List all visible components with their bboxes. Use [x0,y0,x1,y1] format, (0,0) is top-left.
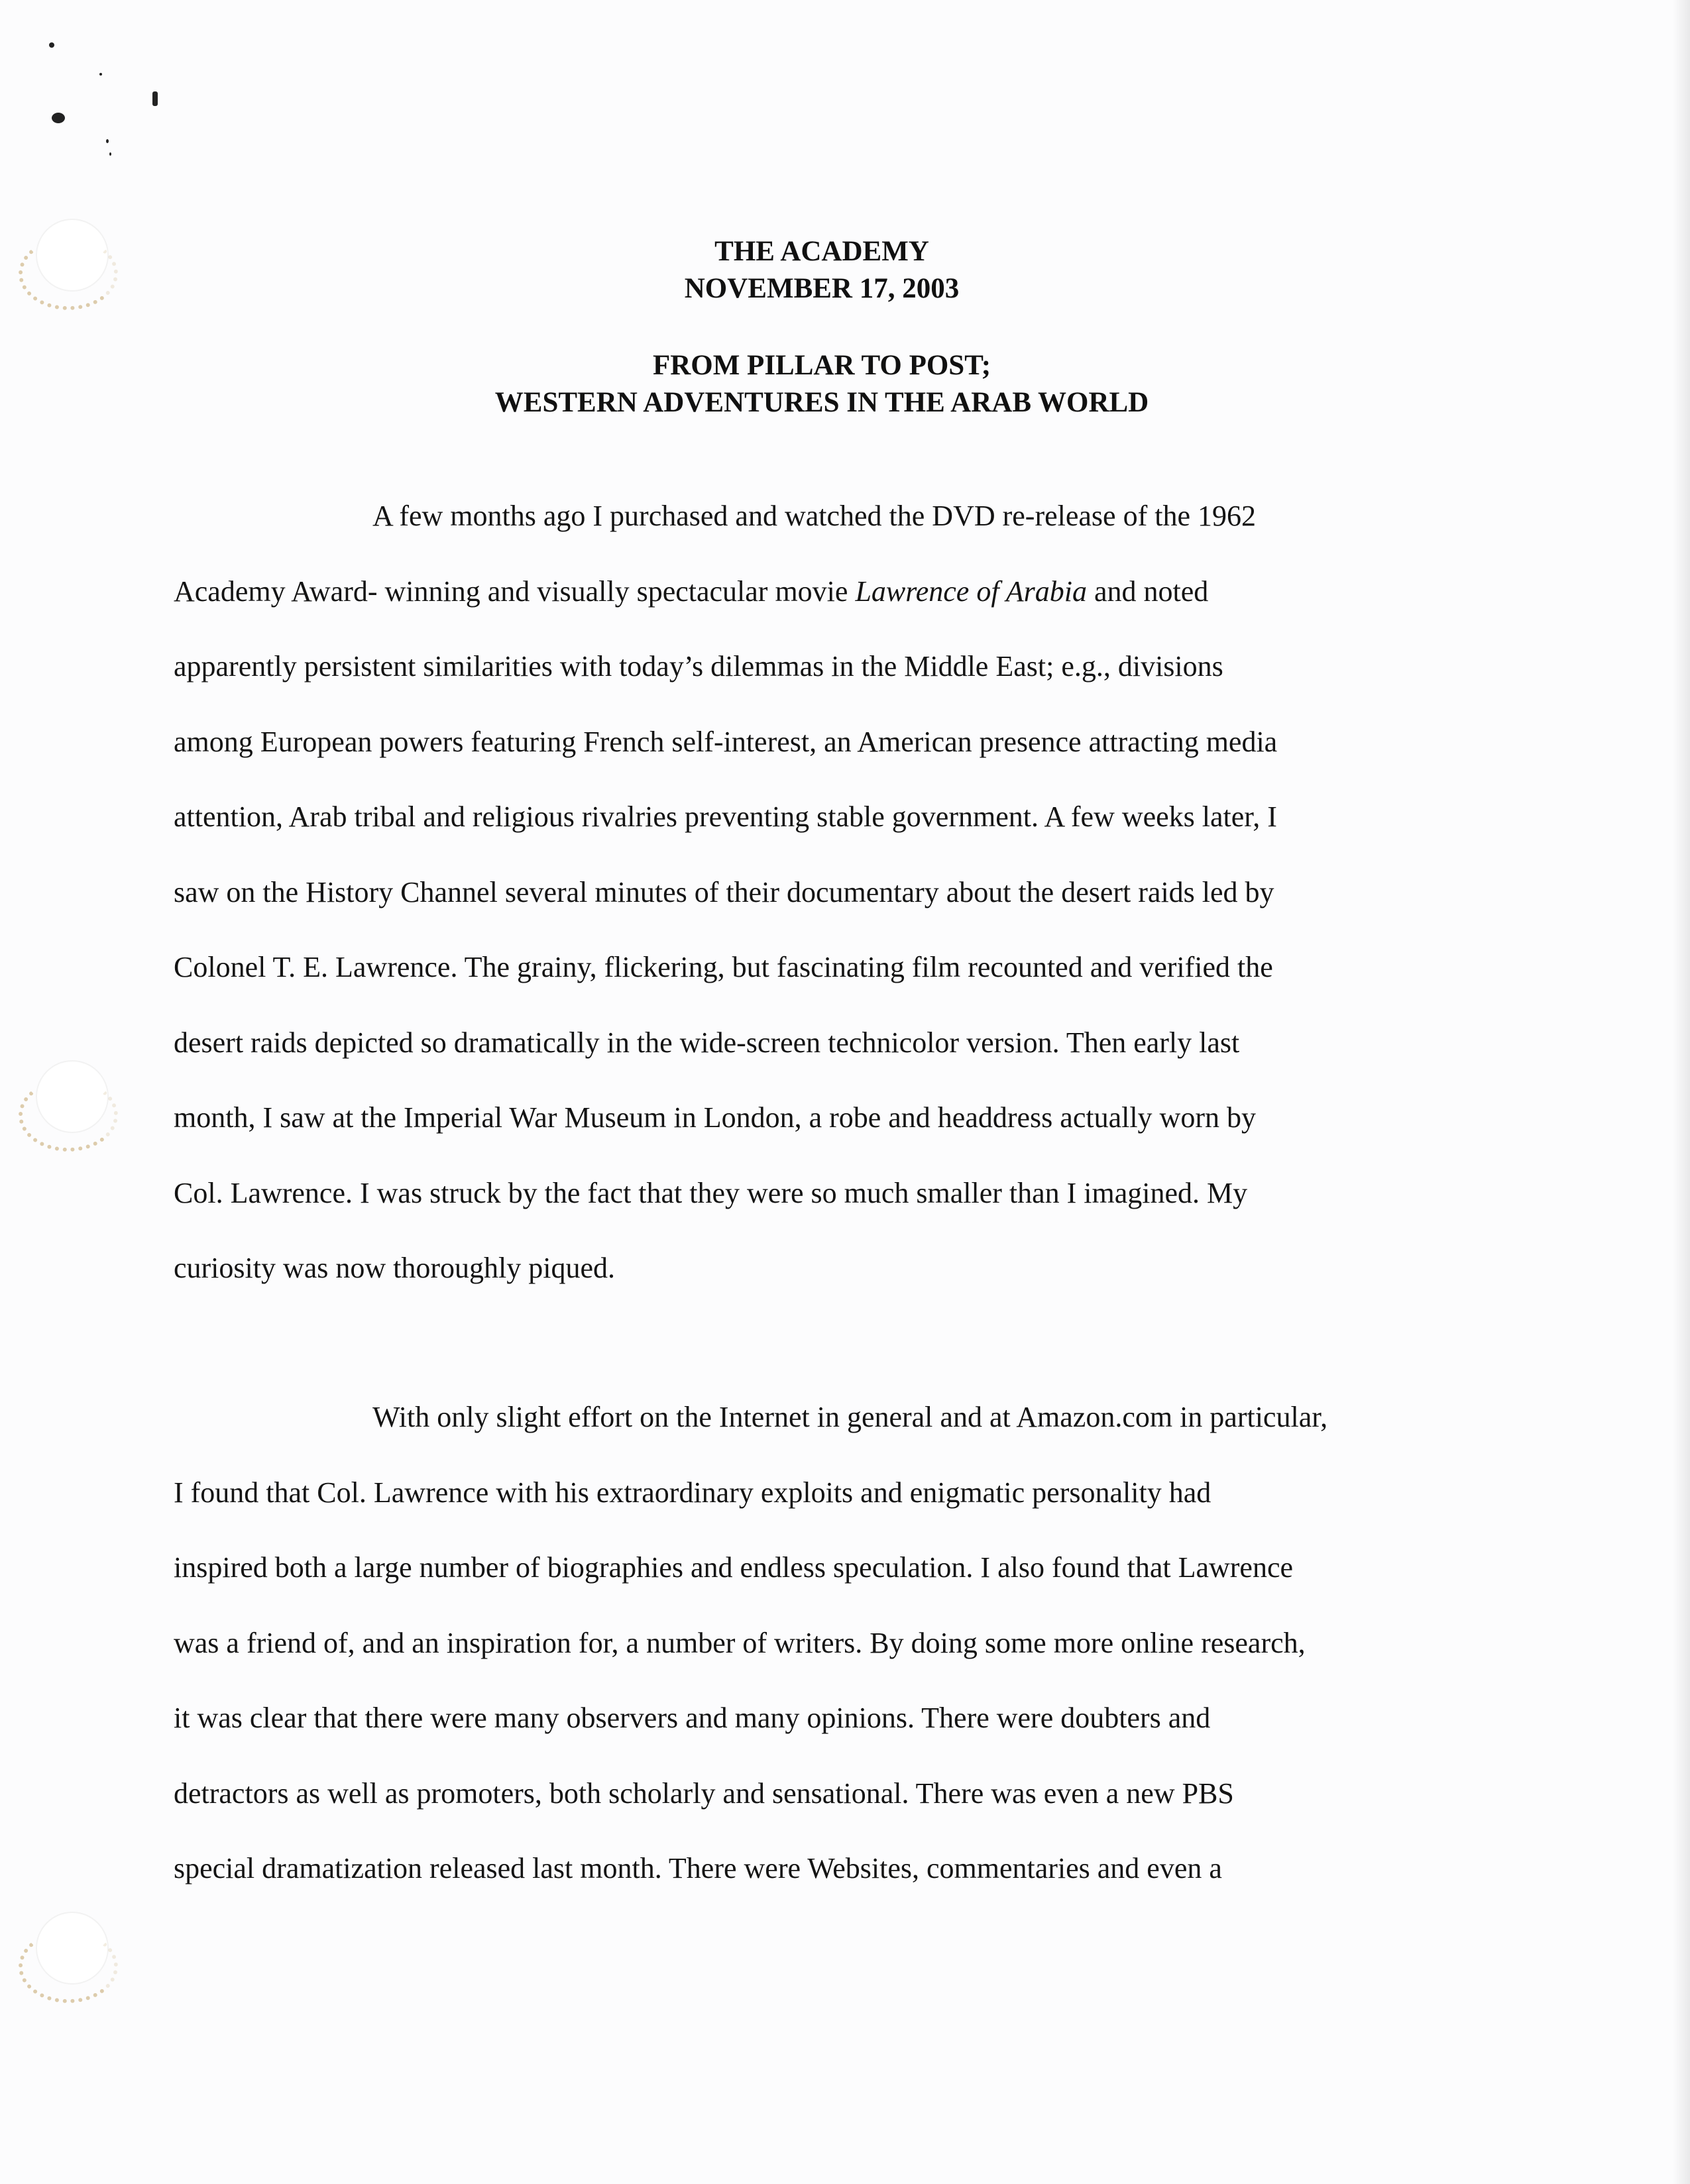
text-span: and noted [1087,574,1209,608]
scan-speck [49,42,54,48]
text-line: inspired both a large number of biographies and endless speculation. I also found that Lawrence [174,1551,1294,1584]
scan-speck [99,73,102,76]
header-date: NOVEMBER 17, 2003 [684,273,960,304]
punch-hole-middle [36,1060,109,1133]
scan-speck [109,152,111,156]
scan-speck [152,91,158,106]
text-line: month, I saw at the Imperial War Museum in London, a robe and headdress actually worn by [174,1101,1256,1134]
paragraph-1 [174,478,1473,1306]
movie-title: Lawrence of Arabia [855,574,1087,608]
text-line: among European powers featuring French self-interest, an American presence attracting media [174,725,1278,758]
text-line: special dramatization released last month. There were Websites, commentaries and even a [174,1852,1222,1884]
scan-speck [52,113,65,123]
header-organization: THE ACADEMY [714,236,929,267]
scan-speck [106,139,109,143]
text-line [174,554,1473,629]
title-line-1: FROM PILLAR TO POST; [652,350,991,381]
text-line: Col. Lawrence. I was struck by the fact that they were so much smaller than I imagined. My [174,1176,1248,1209]
document-title [0,347,1644,421]
text-line: it was clear that there were many observers and many opinions. There were doubters and [174,1702,1211,1734]
page-edge-shadow [1673,0,1690,2184]
text-line: detractors as well as promoters, both scholarly and sensational. There was even a new PBS [174,1776,1234,1810]
title-line-2: WESTERN ADVENTURES IN THE ARAB WORLD [494,387,1149,418]
text-line: desert raids depicted so dramatically in the wide-screen technicolor version. Then early last [174,1026,1240,1059]
text-span: Academy Award- winning and visually spectacular movie [174,574,856,608]
text-line: was a friend of, and an inspiration for, a number of writers. By doing some more online research, [174,1626,1306,1659]
text-line: Colonel T. E. Lawrence. The grainy, flickering, but fascinating film recounted and verified the [174,951,1273,983]
text-line: saw on the History Channel several minutes of their documentary about the desert raids led by [174,875,1274,908]
text-line: curiosity was now thoroughly piqued. [174,1252,616,1284]
text-line: apparently persistent similarities with today’s dilemmas in the Middle East; e.g., divisions [174,650,1223,682]
text-line: With only slight effort on the Internet in general and at Amazon.com in particular, [372,1401,1328,1433]
text-line: attention, Arab tribal and religious rivalries preventing stable government. A few weeks later, I [174,800,1277,833]
paragraph-2 [174,1380,1473,1906]
document-header [0,233,1644,307]
text-line: A few months ago I purchased and watched the DVD re-release of the 1962 [372,500,1256,532]
text-line: I found that Col. Lawrence with his extraordinary exploits and enigmatic personality had [174,1476,1211,1509]
punch-hole-bottom [36,1912,109,1985]
